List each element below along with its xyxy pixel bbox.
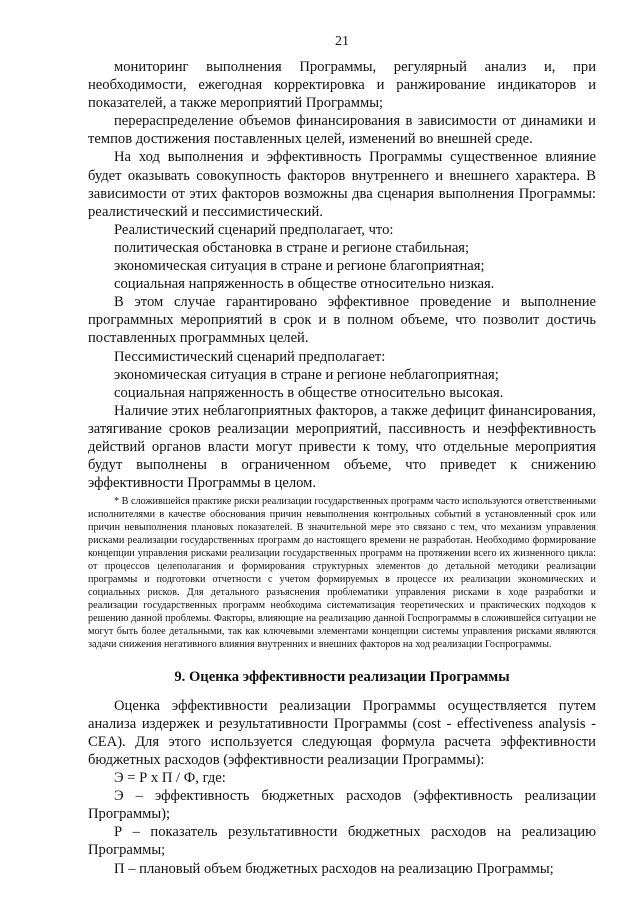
list-item-economic-favorable: экономическая ситуация в стране и регионе благоприятная; (114, 258, 485, 275)
definition-r: Р – показатель результативности бюджетных расходов на реализацию Программы; (88, 824, 596, 859)
body-text-bottom (88, 697, 596, 878)
paragraph-redistribution: перераспределение объемов финансирования в зависимости от динамики и темпов достижения поставленных целей, изменений во внешней среде. (88, 113, 596, 148)
paragraph-monitoring: мониторинг выполнения Программы, регулярный анализ и, при необходимости, ежегодная корректировка и ранжирование индикаторов и показателей, а также мероприятий Программы; (88, 59, 596, 112)
paragraph-factors: На ход выполнения и эффективность Программы существенное влияние будет оказывать совокупность факторов внутреннего и внешнего характера. В зависимости от этих факторов возможны два сценария выполнения Программы: реалистический и пессимистический. (88, 149, 596, 220)
formula: Э = Р х П / Ф, где: (114, 770, 226, 787)
definition-p: П – плановый объем бюджетных расходов на реализацию Программы; (114, 860, 554, 877)
footnote-text: * В сложившейся практике риски реализации государственных программ часто используются ответственными исполнителями в качестве обоснования причин невыполнения контрольных событий в установленный срок или причин невыполнения плановых показателей. В значительной мере это связано с тем, что механизм управления рисками реализации государственных программ до настоящего времени не разработан. Необходимо формирование концепции управления рисками реализации государственных программ на протяжении всего их жизненного цикла: от процессов целеполагания и формирования структурных элементов до детальной методики реализации программы и подготовки отчетности с учетом формируемых в процессе их реализации экономических и социальных рисков. Для детального разъяснения проблематики управления рисками в ходе разработки и реализации государственных программ необходима систематизация теоретических и практических подходов к решению данной проблемы. Факторы, влияющие на реализацию данной Госпрограммы в сложившейся ситуации не могут быть более детальными, так как ключевыми элементами концепции системы управления рисками являются задачи снижения негативного влияния внутренних и внешних факторов на ход реализации Госпрограммы. (88, 496, 596, 650)
paragraph-evaluation-method: Оценка эффективности реализации Программы осуществляется путем анализа издержек и результативности Программы (cost - effectiveness analysis - CEA). Для этого используется следующая формула расчета эффективности бюджетных расходов (эффективности реализации Программы): (88, 697, 596, 768)
body-text-top (88, 58, 596, 492)
paragraph-pessimistic-intro: Пессимистический сценарий предполагает: (114, 348, 386, 365)
paragraph-realistic-outcome: В этом случае гарантировано эффективное проведение и выполнение программных мероприятий в срок и в полном объеме, что позволит достичь поставленных программных целей. (88, 294, 596, 347)
paragraph-realistic-intro: Реалистический сценарий предполагает, что: (114, 221, 394, 238)
list-item-social-low: социальная напряженность в обществе относительно низкая. (114, 276, 495, 293)
footnote (88, 496, 596, 651)
list-item-social-high: социальная напряженность в обществе относительно высокая. (114, 384, 504, 401)
page-number: 21 (335, 34, 349, 49)
list-item-economic-unfavorable: экономическая ситуация в стране и регионе неблагоприятная; (114, 366, 499, 383)
definition-e: Э – эффективность бюджетных расходов (эффективность реализации Программы); (88, 788, 596, 823)
list-item-political: политическая обстановка в стране и регионе стабильная; (114, 239, 470, 256)
paragraph-pessimistic-outcome: Наличие этих неблагоприятных факторов, а также дефицит финансирования, затягивание сроков реализации мероприятий, пассивность и неэффективность действий органов власти могут привести к тому, что отдельные мероприятия будут выполнены в ограниченном объеме, что приведет к снижению эффективности Программы в целом. (88, 402, 596, 492)
section-heading: 9. Оценка эффективности реализации Программы (174, 668, 510, 685)
